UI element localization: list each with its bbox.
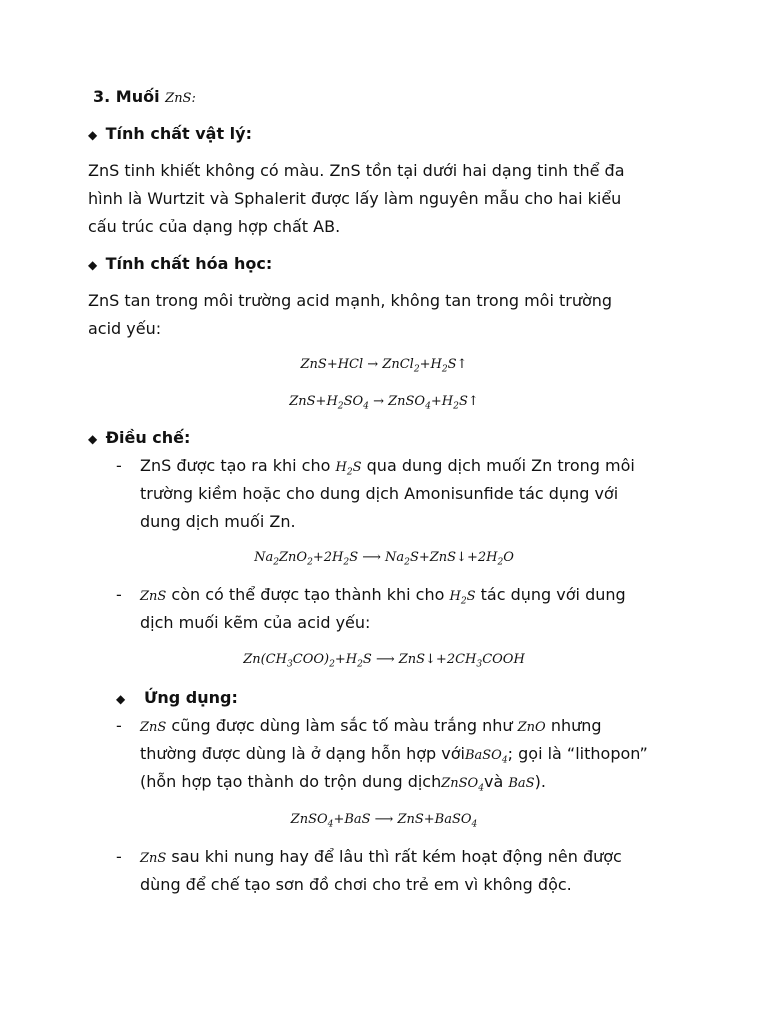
zns-formula: ZnS: (165, 91, 196, 106)
zno-formula: ZnO (517, 720, 546, 735)
prep-item1-line1: ZnS được tạo ra khi cho $H_2S$ qua dung dịch muối Zn trong môi (140, 456, 635, 478)
bas-formula: BaS (508, 776, 535, 791)
prep-item2-line1: ZnS còn có thể được tạo thành khi cho $H_2S$ tác dụng với dung (140, 585, 626, 607)
diamond-bullet-icon: ◆ (88, 258, 98, 272)
app-item1-line3: (hỗn hợp tạo thành do trộn dung dịchZnSO$_4$và BaS). (140, 772, 546, 794)
diamond-bullet-icon: ◆ (116, 692, 126, 706)
physical-line-2: hình là Wurtzit và Sphalerit được lấy làm nguyên mẫu cho hai kiểu (88, 189, 622, 208)
app-item2-line1: ZnS sau khi nung hay để lâu thì rất kém hoạt động nên được (140, 847, 622, 866)
list-dash: - (116, 847, 122, 866)
zns-formula: ZnS (140, 589, 167, 604)
h2s-formula: $H_2S$ (335, 460, 362, 478)
equation-3: $Na_2ZnO_2+2H_2S$ ⟶ $Na_2S+ZnS↓+2H_2O$ (254, 550, 514, 568)
list-dash: - (116, 585, 122, 604)
chemical-line-2: acid yếu: (88, 319, 162, 338)
section-title (93, 87, 196, 109)
list-dash: - (116, 456, 122, 475)
section-number: 3. Muối (93, 87, 160, 106)
chemical-line-1: ZnS tan trong môi trường acid mạnh, không tan trong môi trường (88, 291, 613, 310)
zns-formula: ZnS (140, 720, 167, 735)
list-dash: - (116, 716, 122, 735)
equation-1: $ZnS+HCl \to ZnCl_2+H_2S↑$ (300, 357, 468, 375)
h2s-formula: $H_2S$ (449, 589, 476, 607)
application-heading: ◆ Ứng dụng: (116, 688, 238, 707)
prep-item2-line2: dịch muối kẽm của acid yếu: (140, 613, 371, 632)
baso4-formula: BaSO$_4$ (464, 748, 508, 766)
equation-5: ZnSO$_4$+BaS ⟶ ZnS+BaSO$_4$ (290, 812, 478, 830)
app-item1-line2: thường được dùng là ở dạng hỗn hợp vớiBaSO$_4$; gọi là “lithopon” (140, 744, 648, 766)
app-item2-line2: dùng để chế tạo sơn đồ chơi cho trẻ em vì không độc. (140, 875, 572, 894)
diamond-bullet-icon: ◆ (88, 128, 98, 142)
diamond-bullet-icon: ◆ (88, 432, 98, 446)
prep-item1-line2: trường kiềm hoặc cho dung dịch Amonisunfide tác dụng với (140, 484, 619, 503)
zns-formula: ZnS (140, 851, 167, 866)
app-item1-line1: ZnS cũng được dùng làm sắc tố màu trắng như ZnO nhưng (140, 716, 602, 735)
znso4-formula: ZnSO$_4$ (441, 776, 484, 794)
physical-line-1: ZnS tinh khiết không có màu. ZnS tồn tại dưới hai dạng tinh thể đa (88, 161, 625, 180)
equation-2: $ZnS+H_2SO_4$ → $ZnSO_4+H_2S↑$ (289, 394, 479, 412)
physical-line-3: cấu trúc của dạng hợp chất AB. (88, 217, 341, 236)
physical-heading: ◆ Tính chất vật lý: (88, 124, 252, 143)
chemical-heading: ◆ Tính chất hóa học: (88, 254, 273, 273)
prep-item1-line3: dung dịch muối Zn. (140, 512, 296, 531)
preparation-heading: ◆ Điều chế: (88, 428, 191, 447)
equation-4: $Zn(CH_3COO)_2+H_2S$ ⟶ $ZnS↓+2CH_3COOH$ (243, 652, 525, 670)
